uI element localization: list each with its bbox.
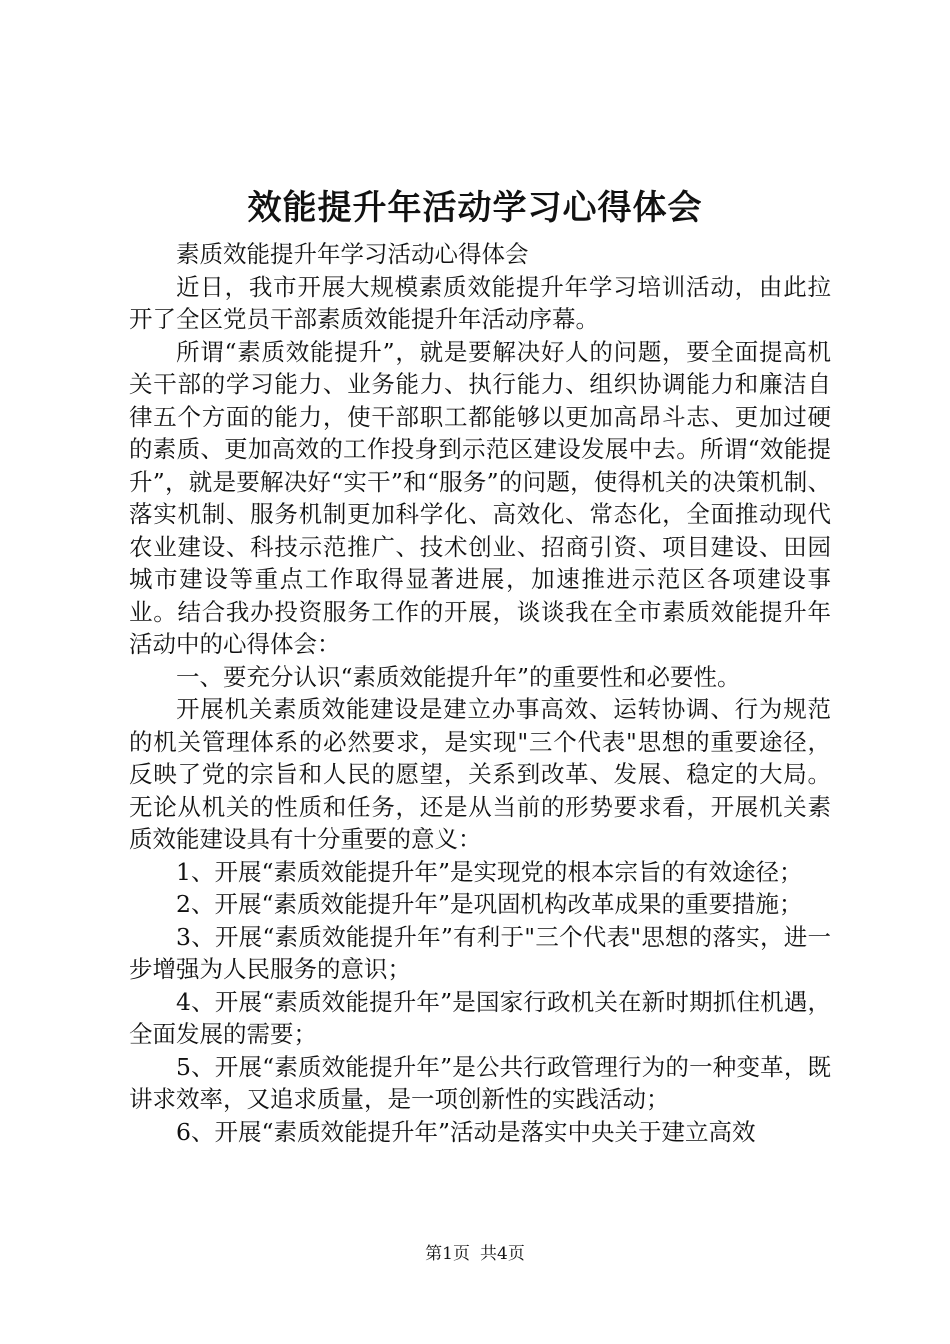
list-item-5: 5、开展“素质效能提升年”是公共行政管理行为的一种变革，既讲求效率，又追求质量，是一项创新性的实践活动；: [129, 1052, 831, 1113]
page-total: 共4页: [480, 1244, 525, 1264]
list-item-3: 3、开展“素质效能提升年”有利于"三个代表"思想的落实，进一步增强为人民服务的意识；: [129, 922, 831, 983]
page-number: 第1页: [425, 1244, 470, 1264]
list-item-4: 4、开展“素质效能提升年”是国家行政机关在新时期抓住机遇，全面发展的需要；: [129, 987, 831, 1048]
page-footer: [0, 1242, 950, 1266]
section-heading-1: 一、要充分认识“素质效能提升年”的重要性和必要性。: [176, 662, 741, 691]
document-body: [129, 238, 831, 1148]
document-title: 效能提升年活动学习心得体会: [247, 188, 703, 228]
list-item-1: 1、开展“素质效能提升年”是实现党的根本宗旨的有效途径；: [176, 857, 803, 886]
paragraph-intro: 近日，我市开展大规模素质效能提升年学习培训活动，由此拉开了全区党员干部素质效能提升年活动序幕。: [129, 272, 831, 333]
paragraph-subtitle: 素质效能提升年学习活动心得体会: [176, 240, 529, 268]
paragraph-definition: 所谓“素质效能提升”，就是要解决好人的问题，要全面提高机关干部的学习能力、业务能力、执行能力、组织协调能力和廉洁自律五个方面的能力，使干部职工都能够以更加高昂斗志、更加过硬的素质、更加高效的工作投身到示范区建设发展中去。所谓“效能提升”，就是要解决好“实干”和“服务”的问题，使得机关的决策机制、落实机制、服务机制更加科学化、高效化、常态化，全面推动现代农业建设、科技示范推广、技术创业、招商引资、项目建设、田园城市建设等重点工作取得显著进展，加速推进示范区各项建设事业。结合我办投资服务工作的开展，谈谈我在全市素质效能提升年活动中的心得体会：: [129, 337, 831, 658]
paragraph-significance: 开展机关素质效能建设是建立办事高效、运转协调、行为规范的机关管理体系的必然要求，是实现"三个代表"思想的重要途径，反映了党的宗旨和人民的愿望，关系到改革、发展、稳定的大局。无论从机关的性质和任务，还是从当前的形势要求看，开展机关素质效能建设具有十分重要的意义：: [129, 695, 831, 853]
list-item-2: 2、开展“素质效能提升年”是巩固机构改革成果的重要措施；: [176, 890, 803, 918]
list-item-6: 6、开展“素质效能提升年”活动是落实中央关于建立高效: [176, 1117, 756, 1146]
